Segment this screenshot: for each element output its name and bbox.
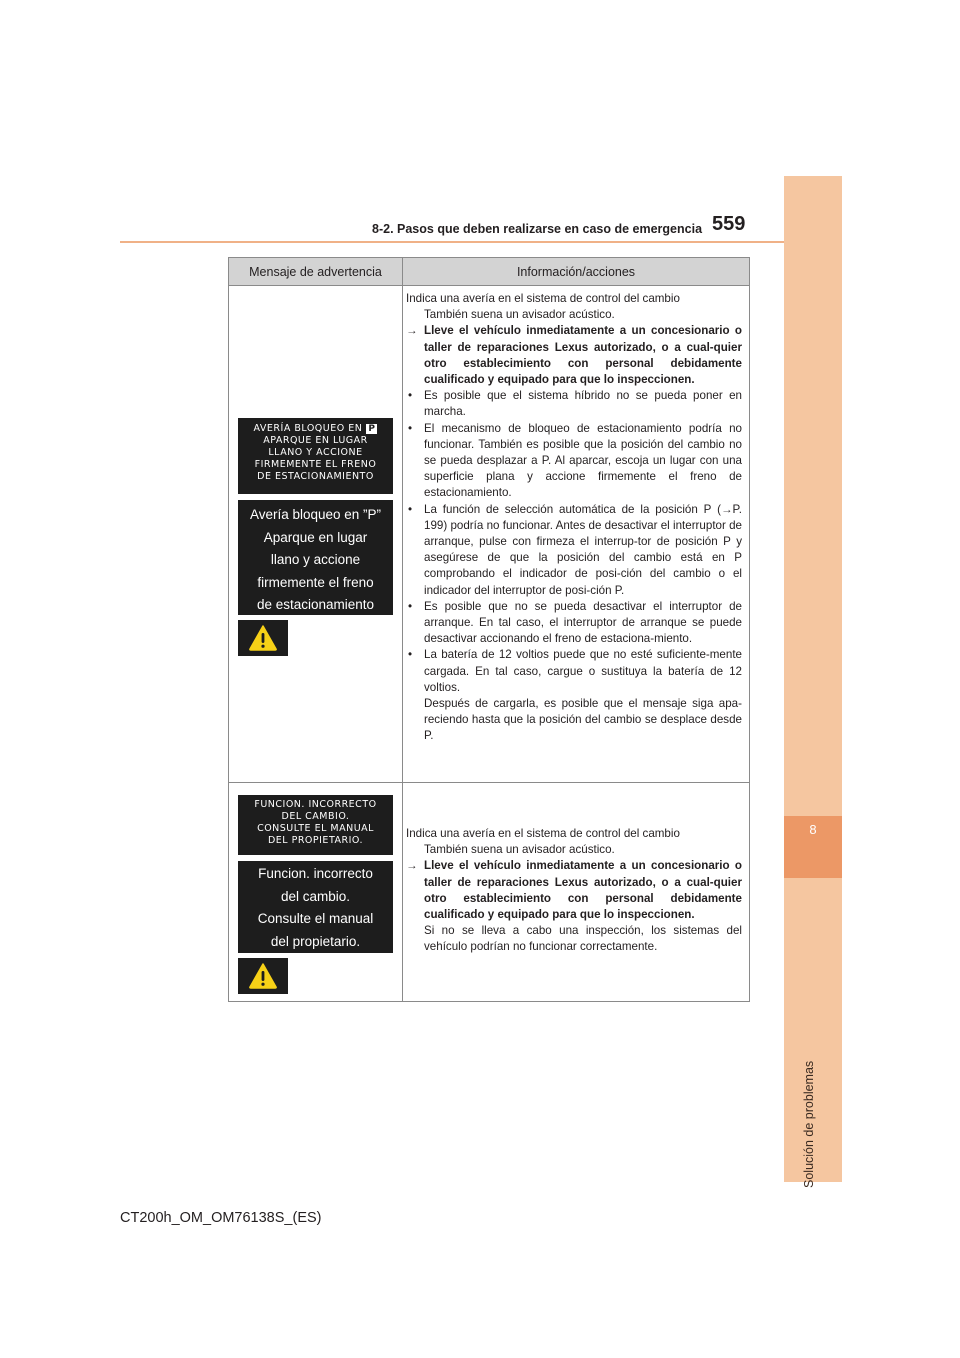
- row1-caps-line-1: AVERÍA BLOQUEO EN: [253, 423, 363, 434]
- warning-triangle-icon: [249, 625, 277, 651]
- arrow-glyph: →: [406, 859, 418, 873]
- row2-action: [406, 858, 742, 923]
- header-rule: [120, 241, 784, 243]
- row1-warning-display: [238, 620, 288, 656]
- document-code: CT200h_OM_OM76138S_(ES): [120, 1210, 322, 1226]
- column-header-info: Información/acciones: [516, 265, 636, 279]
- row2-caps-line-4: DEL PROPIETARIO.: [267, 835, 364, 846]
- row2-caps-line-1: FUNCION. INCORRECTO: [254, 799, 377, 810]
- column-header-message: Mensaje de advertencia: [249, 265, 382, 279]
- row1-mixed-line-5: de estacionamiento: [256, 597, 375, 612]
- row1-bullet-5: • La batería de 12 voltios puede que no esté suficiente-mente cargada. En tal caso, cargue o sustituya la batería de 12 voltios.: [408, 648, 742, 694]
- row1-bullet-3: • La función de selección automática de la posición P (→P. 199) podría no funcionar. Antes de desactivar el interruptor de arranque, pulse con firmeza el interrup-tor de posición P y asegúrese de que la posición del cambio está en P comprobando el indicador de posi-ción del cambio o el indicador del interruptor de posi-ción P.: [408, 502, 742, 597]
- section-title: 8-2. Pasos que deben realizarse en caso de emergencia: [372, 222, 703, 236]
- row2-sound: También suena un avisador acústico.: [424, 843, 615, 857]
- row1-caps-line-2: APARQUE EN LUGAR: [263, 435, 368, 446]
- chapter-title: Solución de problemas: [802, 1060, 816, 1188]
- row1-mixed-line-1: Avería bloqueo en ”P”: [249, 507, 382, 522]
- row1-bullet-4: • Es posible que no se pueda desactivar el interruptor de arranque. En tal caso, el interruptor de arranque se puede desactivar accionando el freno de estaciona-miento.: [408, 599, 742, 646]
- row1-caps-line-3: LLANO Y ACCIONE: [268, 447, 363, 458]
- row2-mixed-line-2: del cambio.: [280, 888, 351, 904]
- row2-caps-line-3: CONSULTE EL MANUAL: [257, 823, 374, 834]
- row1-sound: También suena un avisador acústico.: [424, 308, 615, 322]
- row1-after: Después de cargarla, es posible que el mensaje siga apa-reciendo hasta que la posición del cambio se desplace desde P.: [424, 697, 742, 743]
- row2-message-caps-display: [238, 795, 393, 855]
- chapter-number: 8: [809, 822, 817, 837]
- row2-mixed-line-4: del propietario.: [270, 933, 361, 949]
- row1-action: [406, 323, 742, 388]
- row-divider: [229, 782, 749, 783]
- table-header: [229, 258, 749, 286]
- arrow-glyph: →: [406, 324, 418, 338]
- row2-mixed-line-1: Funcion. incorrecto: [258, 866, 373, 881]
- row1-bullet-1: • Es posible que el sistema híbrido no se pueda poner en marcha.: [408, 389, 742, 419]
- row2-note: Si no se lleva a cabo una inspección, los sistemas del vehículo podrían no funcionar correctamente.: [424, 924, 742, 954]
- column-divider: [402, 258, 403, 1001]
- row2-mixed-line-3: Consulte el manual: [257, 911, 374, 926]
- chapter-side-tab: [784, 176, 842, 1188]
- row2-caps-line-2: DEL CAMBIO.: [281, 811, 350, 822]
- warning-triangle-icon: [249, 963, 277, 989]
- row2-message-mixed-display: [238, 861, 393, 953]
- row1-mixed-line-4: firmemente el freno: [257, 574, 374, 590]
- row1-caps-line-4: FIRMEMENTE EL FRENO: [254, 459, 377, 470]
- p-position-badge: P: [368, 424, 376, 434]
- row1-mixed-line-2: Aparque en lugar: [263, 529, 368, 545]
- page-number: 559: [712, 213, 746, 235]
- row1-mixed-line-3: llano y accione: [270, 552, 361, 567]
- row1-message-caps-display: [238, 418, 393, 494]
- row2-info: [406, 826, 742, 956]
- row2-intro: Indica una avería en el sistema de control del cambio: [406, 827, 680, 840]
- chapter-title-vertical: [802, 1056, 818, 1196]
- row1-intro: Indica una avería en el sistema de control del cambio: [406, 292, 680, 305]
- row1-bullet-2: • El mecanismo de bloqueo de estacionamiento podría no funcionar. También es posible que la posición del cambio no se pueda desplazar a P. Al aparcar, escoja un lugar con una superficie plana y accione firmemente el freno de estacionamiento.: [408, 421, 742, 500]
- row2-warning-display: [238, 958, 288, 994]
- row1-caps-line-5: DE ESTACIONAMIENTO: [257, 471, 374, 482]
- row2-action-text: Lleve el vehículo inmediatamente a un concesionario o taller de reparaciones Lexus autorizado, o a cual-quier otro establecimiento con personal debidamente cualificado y equipado para que lo inspeccionen.: [424, 859, 742, 922]
- row1-action-text: Lleve el vehículo inmediatamente a un concesionario o taller de reparaciones Lexus autorizado, o a cual-quier otro establecimiento con personal debidamente cualificado y equipado para que lo inspeccionen.: [424, 324, 742, 387]
- row1-info: [406, 291, 742, 745]
- row1-message-mixed-display: [238, 500, 393, 615]
